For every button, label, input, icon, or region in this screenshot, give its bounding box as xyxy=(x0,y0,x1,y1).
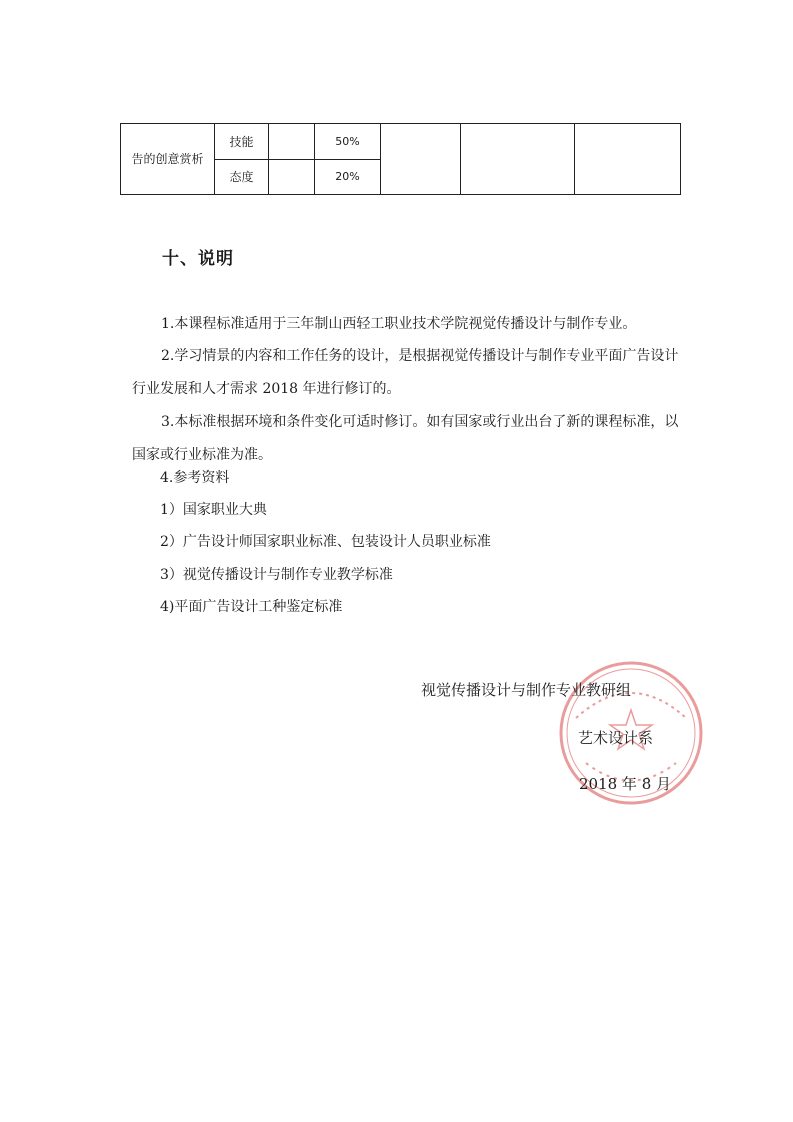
paragraph-2: 2.学习情景的内容和工作任务的设计，是根据视觉传播设计与制作专业平面广告设计行业发展和人才需求 2018 年进行修订的。 xyxy=(132,348,679,397)
references-heading: 4.参考资料 xyxy=(160,470,230,486)
paragraph-3: 3.本标准根据环境和条件变化可适时修订。如有国家或行业出台了新的课程标准，以国家或行业标准为准。 xyxy=(132,414,679,463)
table-cell-item: 告的创意赏析 xyxy=(121,124,215,195)
reference-item: 3）视觉传播设计与制作专业教学标准 xyxy=(160,567,393,583)
table-cell-empty xyxy=(461,124,575,195)
table-cell-empty xyxy=(575,124,681,195)
signature-department: 艺术设计系 xyxy=(578,729,654,747)
table-cell-empty xyxy=(269,159,315,195)
reference-item: 2）广告设计师国家职业标准、包装设计人员职业标准 xyxy=(160,534,491,550)
table-cell-type: 技能 xyxy=(215,124,269,160)
table-row xyxy=(121,124,681,160)
paragraph-1: 1.本课程标准适用于三年制山西轻工职业技术学院视觉传播设计与制作专业。 xyxy=(161,316,637,332)
reference-item: 4)平面广告设计工种鉴定标准 xyxy=(160,599,343,615)
table-cell-empty xyxy=(381,124,461,195)
table-cell-weight: 50% xyxy=(315,124,381,160)
table-cell-empty xyxy=(269,124,315,160)
reference-item: 1）国家职业大典 xyxy=(160,502,267,518)
section-title: 十、说明 xyxy=(162,249,234,269)
table-cell-weight: 20% xyxy=(315,159,381,195)
table-cell-type: 态度 xyxy=(215,159,269,195)
assessment-table xyxy=(120,123,681,195)
signature-organization: 视觉传播设计与制作专业教研组 xyxy=(421,681,632,699)
signature-date: 2018 年 8 月 xyxy=(579,775,672,793)
